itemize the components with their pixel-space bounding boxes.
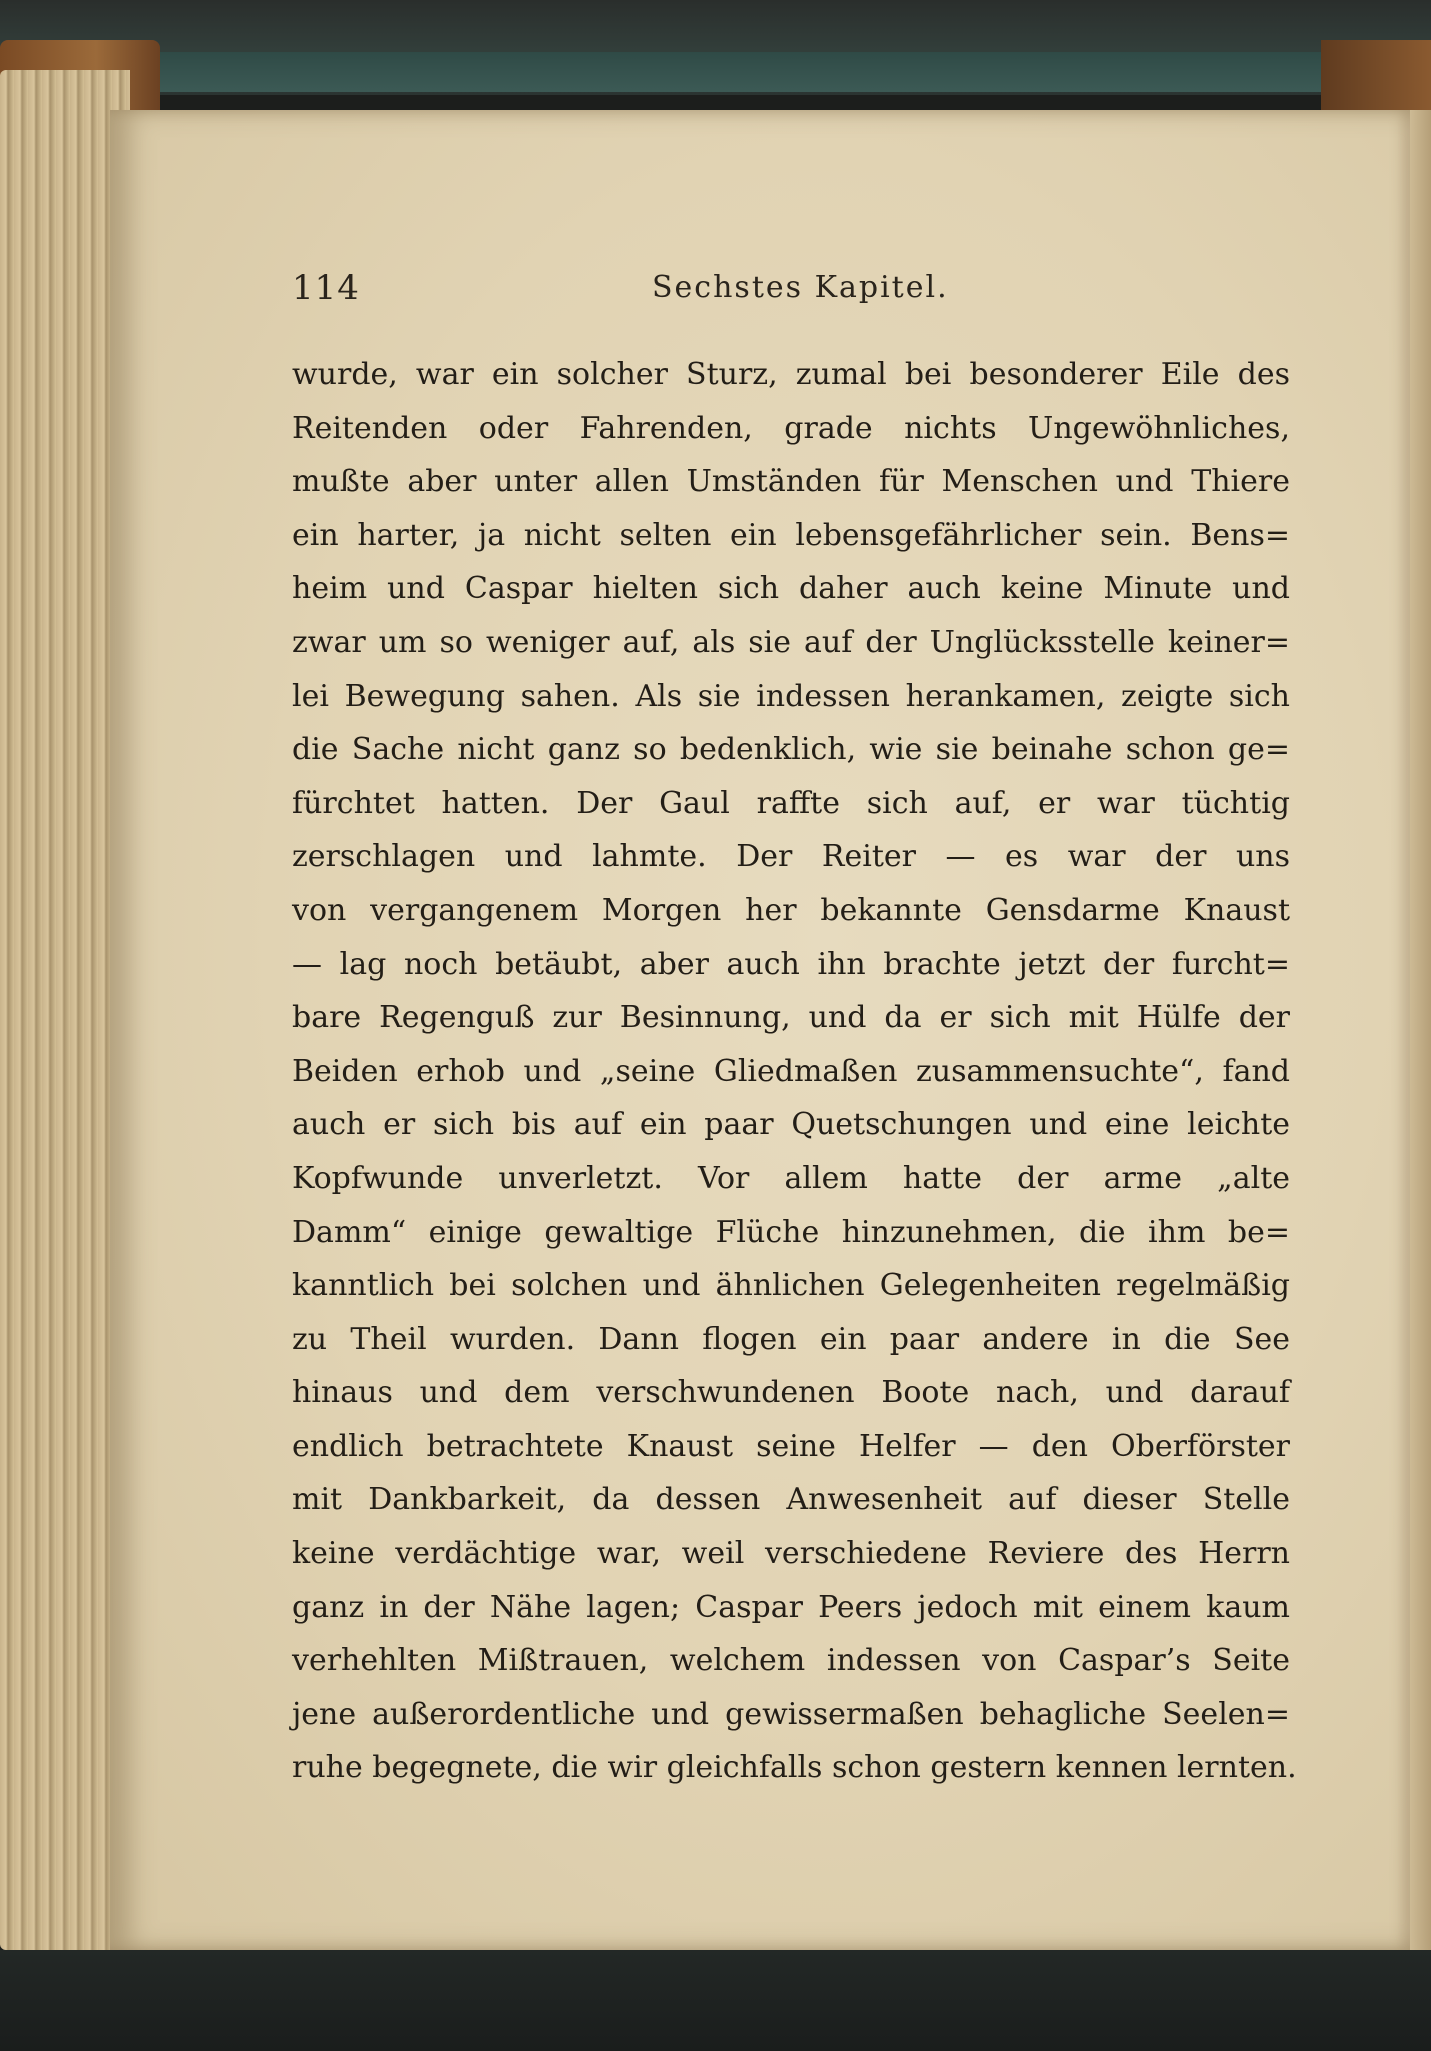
- body-text: [292, 348, 1297, 1795]
- text-line: endlich betrachtete Knaust seine Helfer — den Oberförster: [292, 1428, 1290, 1464]
- text-line: mußte aber unter allen Umständen für Menschen und Thiere: [292, 464, 1290, 500]
- text-line: Kopfwunde unverletzt. Vor allem hatte der arme „alte: [292, 1160, 1290, 1196]
- text-line: zu Theil wurden. Dann flogen ein paar andere in die See: [292, 1321, 1290, 1357]
- text-line: zerschlagen und lahmte. Der Reiter — es war der uns: [292, 839, 1290, 875]
- text-line: jene außerordentliche und gewissermaßen behagliche Seelen=: [292, 1696, 1290, 1732]
- text-line: lei Bewegung sahen. Als sie indessen herankamen, zeigte sich: [292, 678, 1290, 714]
- text-line: heim und Caspar hielten sich daher auch keine Minute und: [292, 571, 1290, 607]
- text-line: ganz in der Nähe lagen; Caspar Peers jedoch mit einem kaum: [292, 1589, 1290, 1625]
- text-line: ein harter, ja nicht selten ein lebensgefährlicher sein. Bens=: [292, 517, 1290, 553]
- text-line: kanntlich bei solchen und ähnlichen Gelegenheiten regelmäßig: [292, 1268, 1290, 1304]
- text-line: zwar um so weniger auf, als sie auf der Unglücksstelle keiner=: [292, 624, 1290, 660]
- text-line: mit Dankbarkeit, da dessen Anwesenheit auf dieser Stelle: [292, 1482, 1290, 1518]
- text-line: von vergangenem Morgen her bekannte Gensdarme Knaust: [292, 892, 1290, 928]
- text-line: auch er sich bis auf ein paar Quetschungen und eine leichte: [292, 1107, 1290, 1143]
- text-line: die Sache nicht ganz so bedenklich, wie sie beinahe schon ge=: [292, 732, 1290, 768]
- text-line: wurde, war ein solcher Sturz, zumal bei besonderer Eile des: [292, 357, 1290, 392]
- text-line: Beiden erhob und „seine Gliedmaßen zusammensuchte“, fand: [292, 1053, 1290, 1089]
- text-line: — lag noch betäubt, aber auch ihn brachte jetzt der furcht=: [292, 946, 1290, 982]
- text-line: verhehlten Mißtrauen, welchem indessen von Caspar’s Seite: [292, 1643, 1290, 1679]
- text-line: Reitenden oder Fahrenden, grade nichts Ungewöhnliches,: [292, 410, 1290, 446]
- text-line: hinaus und dem verschwundenen Boote nach, und darauf: [292, 1375, 1290, 1411]
- page-number: 114: [292, 268, 360, 308]
- running-head: [292, 268, 1292, 328]
- text-line: bare Regenguß zur Besinnung, und da er sich mit Hülfe der: [292, 1000, 1290, 1036]
- chapter-title: Sechstes Kapitel.: [652, 270, 949, 305]
- text-line: ruhe begegnete, die wir gleichfalls schon gestern kennen lernten.: [292, 1750, 1297, 1786]
- book-cover-bottom: [0, 1950, 1431, 2051]
- text-line: Damm“ einige gewaltige Flüche hinzunehmen, die ihm be=: [292, 1214, 1290, 1250]
- cover-edge: [120, 52, 1431, 92]
- text-line: fürchtet hatten. Der Gaul raffte sich auf, er war tüchtig: [292, 785, 1290, 821]
- text-line: keine verdächtige war, weil verschiedene Reviere des Herrn: [292, 1536, 1290, 1572]
